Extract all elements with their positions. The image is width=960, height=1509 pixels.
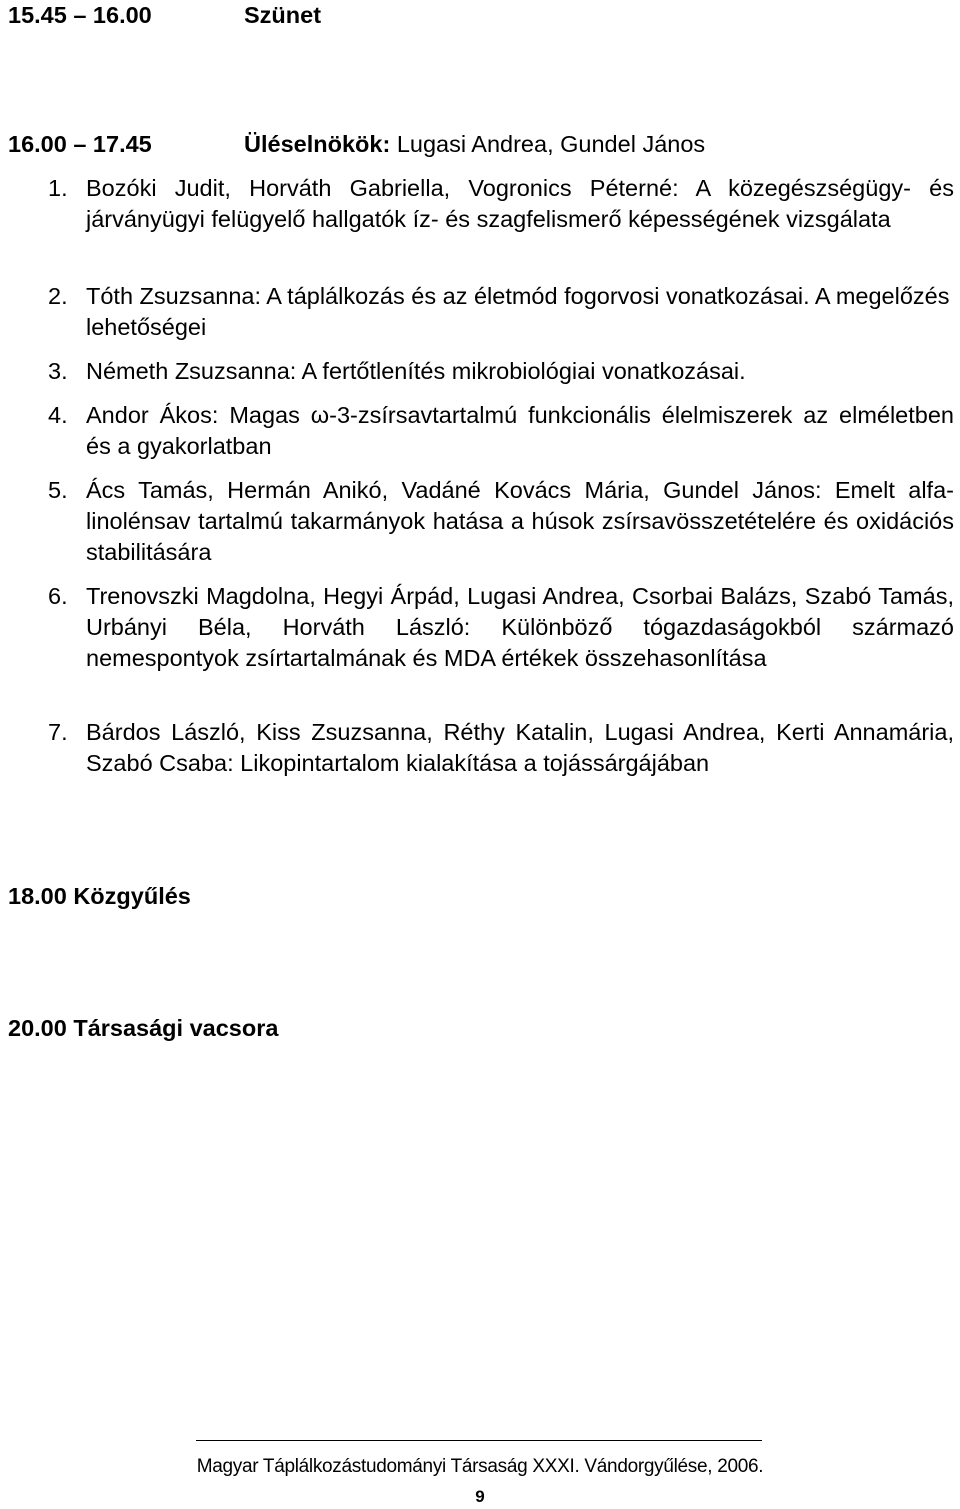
talk-text: Bárdos László, Kiss Zsuzsanna, Réthy Katalin, Lugasi Andrea, Kerti Annamária, Szabó Csaba: Likopintartalom kialakítása a tojássárgájában (86, 719, 954, 776)
talk-number: 7. (48, 719, 68, 745)
talk-item-3 (48, 356, 954, 387)
talk-text: Andor Ákos: Magas ω-3-zsírsavtartalmú funkcionális élelmiszerek az elméletben és a gyakorlatban (86, 402, 954, 459)
talk-item-1 (48, 173, 954, 235)
page-number: 9 (475, 1487, 485, 1506)
break-row (8, 0, 321, 31)
talk-number: 4. (48, 402, 68, 428)
talk-text: Bozóki Judit, Horváth Gabriella, Vogronics Péterné: A közegészségügy- és járványügyi felügyelő hallgatók íz- és szagfelismerő képességének vizsgálata (86, 175, 954, 232)
talk-number: 6. (48, 583, 68, 609)
talk-item-6 (48, 581, 954, 674)
session-row (8, 129, 705, 160)
talk-text: Németh Zsuzsanna: A fertőtlenítés mikrobiológiai vonatkozásai. (86, 358, 746, 384)
talk-number: 2. (48, 283, 68, 309)
dinner-line: 20.00 Társasági vacsora (8, 1015, 279, 1041)
talk-number: 3. (48, 358, 68, 384)
talk-item-2 (48, 281, 954, 343)
session-time: 16.00 – 17.45 (8, 131, 152, 157)
session-chairs-label: Üléselnökök: (244, 131, 391, 157)
talk-item-4 (48, 400, 954, 462)
talk-number: 1. (48, 175, 68, 201)
talk-text: Ács Tamás, Hermán Anikó, Vadáné Kovács Mária, Gundel János: Emelt alfa-linolénsav tartalmú takarmányok hatása a húsok zsírsavösszetételére és oxidációs stabilitására (86, 477, 954, 565)
footer-text: Magyar Táplálkozástudományi Társaság XXXI. Vándorgyűlése, 2006. (196, 1456, 764, 1477)
break-title: Szünet (244, 2, 322, 28)
talk-text: Tóth Zsuzsanna: A táplálkozás és az életmód fogorvosi vonatkozásai. A megelőzés lehetőségei (86, 283, 950, 340)
session-chairs-names: Lugasi Andrea, Gundel János (396, 131, 706, 157)
talk-number: 5. (48, 477, 68, 503)
talk-item-7 (48, 717, 954, 779)
footer-divider (196, 1440, 762, 1441)
assembly-line: 18.00 Közgyűlés (8, 883, 191, 909)
talk-item-5 (48, 475, 954, 568)
break-time: 15.45 – 16.00 (8, 2, 152, 28)
talk-text: Trenovszki Magdolna, Hegyi Árpád, Lugasi Andrea, Csorbai Balázs, Szabó Tamás, Urbányi Béla, Horváth László: Különböző tógazdaságokból származó nemespontyok zsírtartalmának és MDA értékek összehasonlítása (86, 583, 954, 671)
